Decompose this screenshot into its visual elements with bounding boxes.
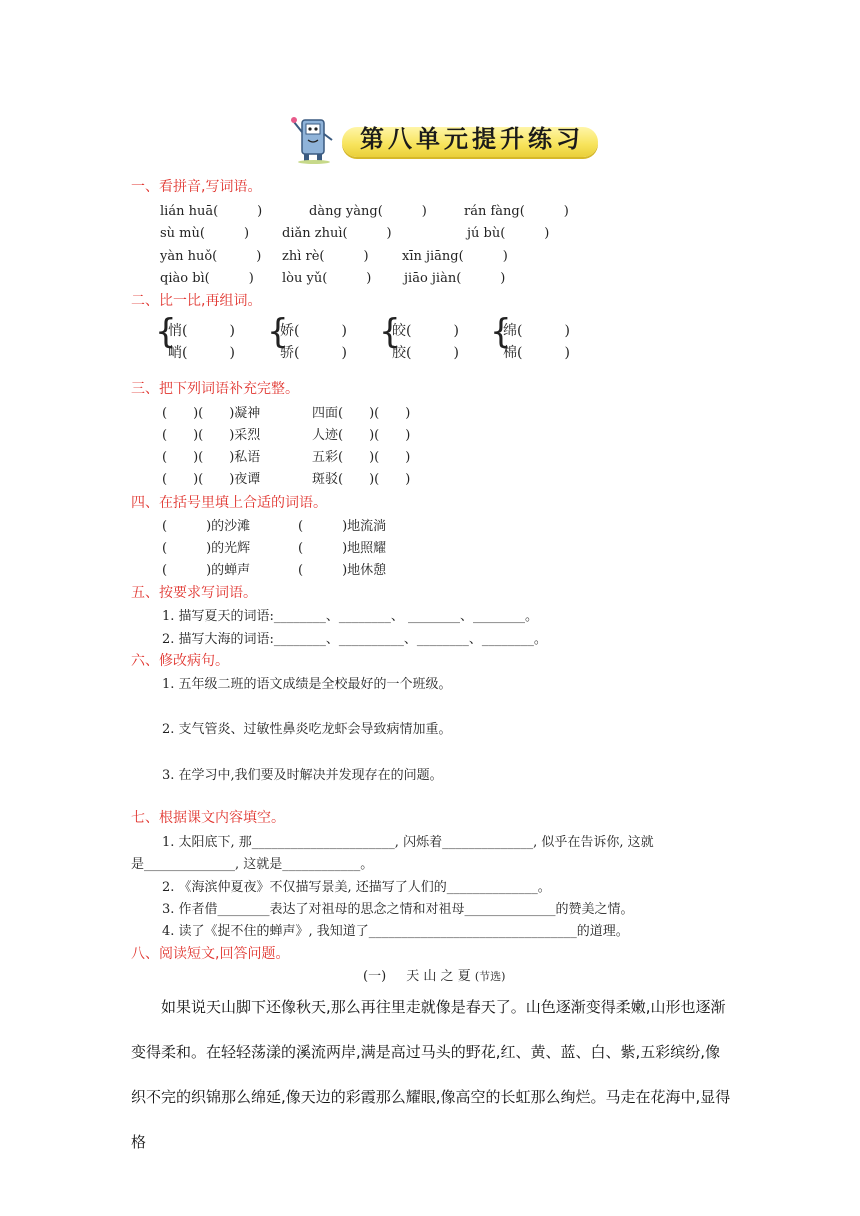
section-8-heading: 八、阅读短文,回答问题。 [131, 946, 290, 962]
fill-item: ( )的沙滩 [162, 519, 251, 534]
fill-item: ( )地休憩 [298, 563, 387, 578]
idiom-item: 五彩( )( ) [312, 450, 411, 465]
brace-icon: { [267, 312, 289, 352]
pinyin-item: rán fàng( ) [464, 204, 569, 219]
word-task: 1. 描写夏天的词语:________、________、 ________、________。 [162, 609, 539, 624]
compare-item: 皎( ) [392, 323, 459, 339]
pinyin-item: jiāo jiàn( ) [404, 271, 506, 286]
idiom-item: ( )( )采烈 [162, 428, 261, 443]
fill-sentence: 4. 读了《捉不住的蝉声》, 我知道了________________________________的道理。 [162, 924, 629, 939]
compare-item: 绵( ) [503, 323, 570, 339]
word-task: 2. 描写大海的词语:________、__________、________、________。 [162, 632, 547, 647]
section-4-heading: 四、在括号里填上合适的词语。 [131, 495, 327, 511]
fill-item: ( )地流淌 [298, 519, 387, 534]
pinyin-item: qiào bì( ) [160, 271, 254, 286]
pinyin-item: yàn huǒ( ) [160, 249, 262, 264]
pinyin-item: xīn jiāng( ) [402, 249, 508, 264]
section-1-heading: 一、看拼音,写词语。 [131, 179, 262, 195]
section-6-heading: 六、修改病句。 [131, 653, 229, 669]
idiom-item: 人迹( )( ) [312, 428, 411, 443]
compare-item: 娇( ) [280, 323, 347, 339]
pinyin-item: zhì rè( ) [282, 249, 369, 264]
idiom-item: 斑驳( )( ) [312, 472, 411, 487]
brace-icon: { [379, 312, 401, 352]
pinyin-item: dàng yàng( ) [309, 204, 427, 219]
book-mascot-icon [288, 110, 340, 164]
pinyin-item: lián huā( ) [160, 204, 263, 219]
section-5-heading: 五、按要求写词语。 [131, 585, 257, 601]
reading-title-text: 天 山 之 夏 [406, 969, 471, 984]
compare-item: 悄( ) [168, 323, 235, 339]
pinyin-item: jú bù( ) [467, 226, 550, 241]
fill-sentence: 是______________, 这就是____________。 [131, 857, 374, 872]
reading-title-note: (节选) [474, 970, 506, 983]
compare-item: 胶( ) [392, 345, 459, 361]
reading-passage: 如果说天山脚下还像秋天,那么再往里走就像是春天了。山色逐渐变得柔嫩,山形也逐渐变得柔和。在轻轻荡漾的溪流两岸,满是高过马头的野花,红、黄、蓝、白、紫,五彩缤纷,像织不完的织锦那么绵延,像天边的彩霞那么耀眼,像高空的长虹那么绚烂。马走在花海中,显得格 [131, 998, 731, 1151]
sentence-item: 3. 在学习中,我们要及时解决并发现存在的问题。 [162, 768, 443, 783]
section-2-heading: 二、比一比,再组词。 [131, 293, 262, 309]
reading-title-prefix: (一) [363, 969, 387, 984]
fill-item: ( )地照耀 [298, 541, 387, 556]
idiom-item: ( )( )私语 [162, 450, 261, 465]
reading-title [363, 965, 505, 984]
idiom-item: ( )( )夜谭 [162, 472, 261, 487]
section-3-heading: 三、把下列词语补充完整。 [131, 381, 299, 397]
idiom-item: 四面( )( ) [312, 406, 411, 421]
fill-sentence: 3. 作者借________表达了对祖母的思念之情和对祖母______________的赞美之情。 [162, 902, 634, 917]
fill-sentence: 2. 《海滨仲夏夜》不仅描写景美, 还描写了人们的______________。 [162, 880, 551, 895]
compare-item: 骄( ) [280, 345, 347, 361]
pinyin-item: diǎn zhuì( ) [282, 226, 392, 241]
sentence-item: 1. 五年级二班的语文成绩是全校最好的一个班级。 [162, 677, 452, 692]
sentence-item: 2. 支气管炎、过敏性鼻炎吃龙虾会导致病情加重。 [162, 722, 452, 737]
fill-sentence: 1. 太阳底下, 那______________________, 闪烁着______________, 似乎在告诉你, 这就 [162, 835, 654, 850]
pinyin-item: lòu yǔ( ) [282, 271, 372, 286]
pinyin-item: sù mù( ) [160, 226, 250, 241]
compare-item: 峭( ) [168, 345, 235, 361]
page-title: 第八单元提升练习 [360, 124, 584, 153]
brace-icon: { [490, 312, 512, 352]
idiom-item: ( )( )凝神 [162, 406, 261, 421]
brace-icon: { [155, 312, 177, 352]
section-7-heading: 七、根据课文内容填空。 [131, 810, 285, 826]
fill-item: ( )的光辉 [162, 541, 251, 556]
fill-item: ( )的蝉声 [162, 563, 251, 578]
compare-item: 棉( ) [503, 345, 570, 361]
